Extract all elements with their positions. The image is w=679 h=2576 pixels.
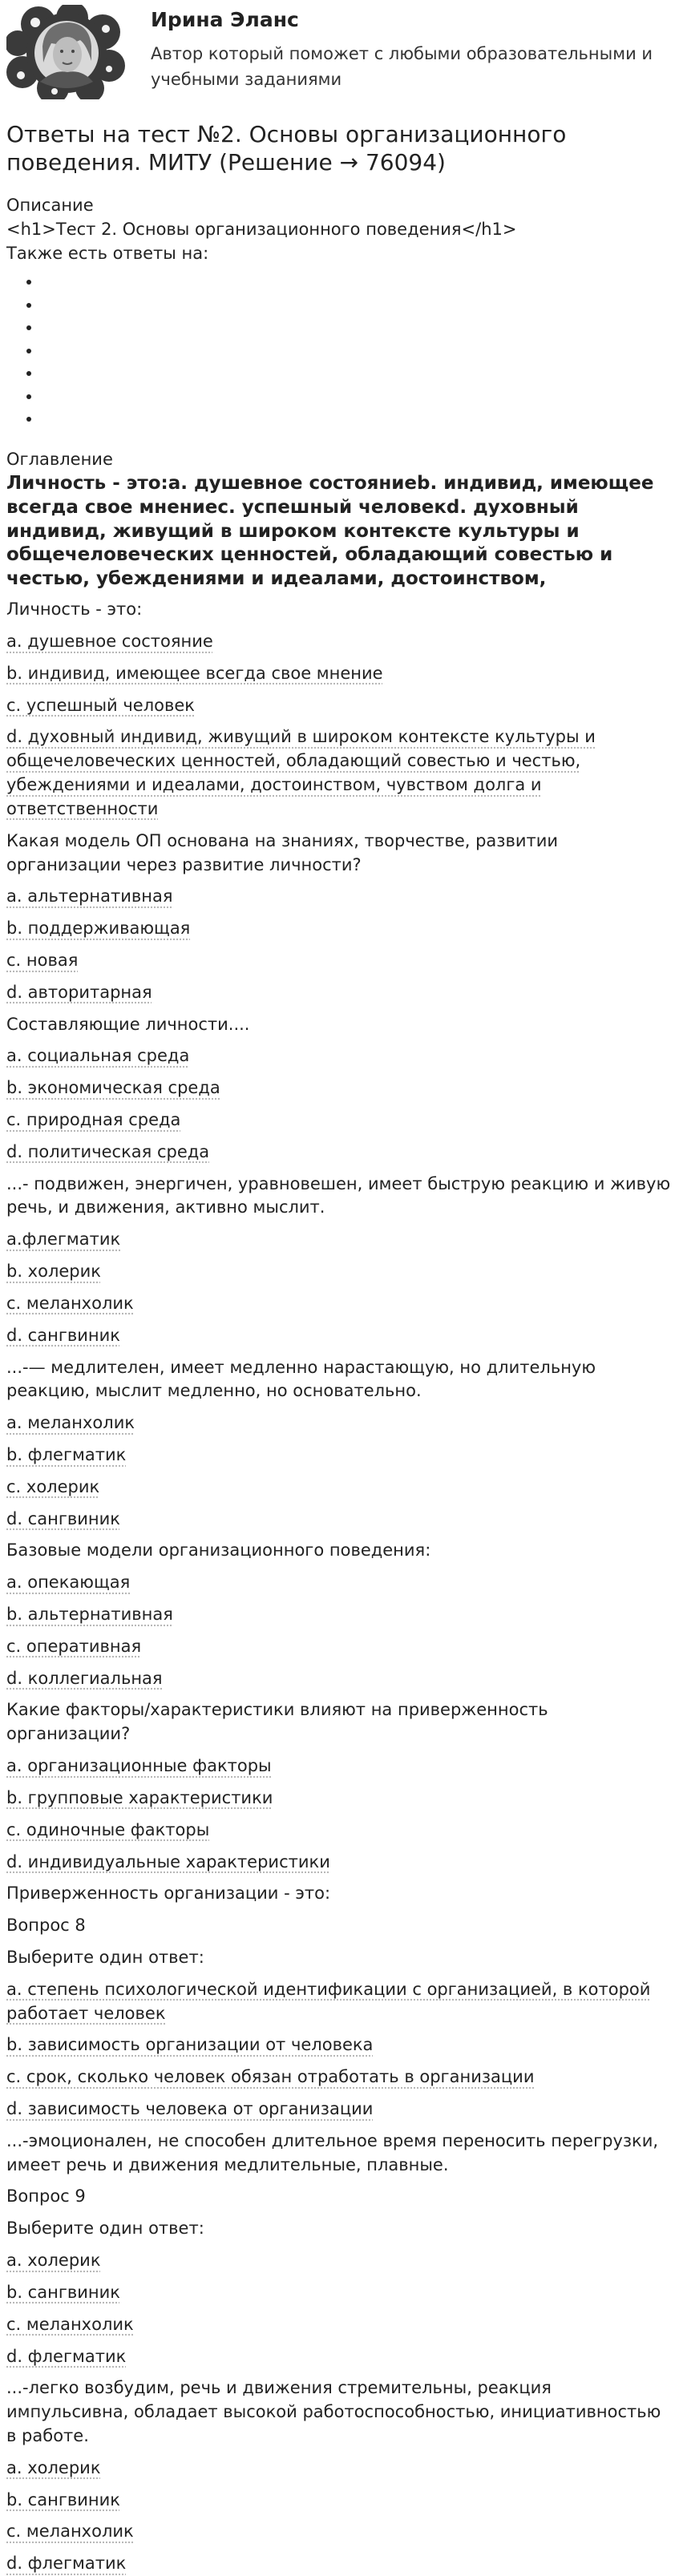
question-text xyxy=(6,598,673,622)
question-label: Базовые модели организационного поведения: xyxy=(6,1540,431,1561)
answer-label: d. духовный индивид, живущий в широком контексте культуры и общечеловеческих ценностей, обладающий совестью и честью, убеждениями и идеалами, достоинством, чувством долга и ответственности xyxy=(6,727,596,818)
question-label: Приверженность организации - это: xyxy=(6,1884,331,1904)
answer-label: d. сангвиник xyxy=(6,1508,120,1528)
question-label: ...- подвижен, энергичен, уравновешен, имеет быструю реакцию и живую речь, и движения, активно мыслит. xyxy=(6,1173,671,1217)
answer-option xyxy=(6,1260,673,1284)
question-text xyxy=(6,1882,673,1906)
also-list-item[interactable] xyxy=(42,316,673,339)
also-label: Также есть ответы на: xyxy=(6,243,209,263)
question-text xyxy=(6,1356,673,1404)
answer-label: с. меланхолик xyxy=(6,2521,134,2542)
answer-label: d. коллегиальная xyxy=(6,1668,163,1688)
answer-option xyxy=(6,1076,673,1100)
question-text xyxy=(6,2185,673,2209)
answer-option xyxy=(6,1443,673,1468)
also-list xyxy=(6,270,673,430)
question-label: Вопрос 8 xyxy=(6,1916,86,1936)
answer-option xyxy=(6,1292,673,1316)
answer-label: a. холерик xyxy=(6,2457,101,2477)
answer-option xyxy=(6,1819,673,1843)
question-text xyxy=(6,1173,673,1221)
answer-label: d. авторитарная xyxy=(6,982,152,1002)
answer-label: a. меланхолик xyxy=(6,1413,135,1433)
question-text xyxy=(6,1539,673,1563)
answer-option xyxy=(6,1108,673,1133)
answer-label: с. успешный человек xyxy=(6,695,195,715)
answer-option xyxy=(6,2345,673,2369)
answer-label: a. степень психологической идентификации с организацией, в которой работает человек xyxy=(6,1979,651,2023)
answer-label: d. флегматик xyxy=(6,2554,127,2574)
question-text xyxy=(6,1013,673,1037)
also-list-item[interactable] xyxy=(42,270,673,293)
question-label: Какие факторы/характеристики влияют на приверженность организации? xyxy=(6,1700,548,1744)
answer-option xyxy=(6,2249,673,2273)
answer-label: d. сангвиник xyxy=(6,1325,120,1345)
answer-label: a. опекающая xyxy=(6,1573,131,1593)
answer-label: с. меланхолик xyxy=(6,1293,134,1313)
answer-option xyxy=(6,981,673,1005)
answer-option xyxy=(6,1571,673,1595)
avatar[interactable] xyxy=(6,5,127,99)
answer-label: b. зависимость организации от человека xyxy=(6,2035,374,2055)
answer-label: b. экономическая среда xyxy=(6,1078,220,1098)
answer-option xyxy=(6,1754,673,1779)
question-text xyxy=(6,1946,673,1970)
author-info xyxy=(151,5,673,92)
answer-option xyxy=(6,2033,673,2057)
avatar-image xyxy=(6,5,127,99)
answer-label: b. сангвиник xyxy=(6,2282,120,2302)
answer-option xyxy=(6,2098,673,2122)
question-text xyxy=(6,830,673,878)
answer-option xyxy=(6,1603,673,1627)
answer-label: с. природная среда xyxy=(6,1110,181,1130)
description-label: Описание xyxy=(6,196,94,215)
answer-option xyxy=(6,2552,673,2576)
answer-label: b. индивид, имеющее всегда свое мнение xyxy=(6,663,383,683)
answer-label: с. холерик xyxy=(6,1476,100,1496)
also-list-item[interactable] xyxy=(42,407,673,430)
answer-label: a. социальная среда xyxy=(6,1046,190,1066)
answer-option xyxy=(6,2457,673,2481)
also-list-item[interactable] xyxy=(42,385,673,408)
answer-option xyxy=(6,1476,673,1500)
answer-option xyxy=(6,1667,673,1691)
also-list-item[interactable] xyxy=(42,293,673,317)
answer-option xyxy=(6,2313,673,2337)
question-label: Выберите один ответ: xyxy=(6,2219,204,2239)
question-text xyxy=(6,1914,673,1938)
answer-label: a. холерик xyxy=(6,2251,101,2271)
question-text xyxy=(6,2217,673,2241)
question-label: Составляющие личности.... xyxy=(6,1014,250,1034)
question-text xyxy=(6,2376,673,2448)
author-name[interactable]: Ирина Эланс xyxy=(151,8,299,31)
answer-option xyxy=(6,1978,673,2026)
answer-label: b. групповые характеристики xyxy=(6,1787,273,1807)
answer-label: a. душевное состояние xyxy=(6,632,213,652)
question-text xyxy=(6,2130,673,2178)
question-text xyxy=(6,1698,673,1746)
author-description: Автор который поможет с любыми образовательными и учебными заданиями xyxy=(151,44,653,89)
answer-option xyxy=(6,1787,673,1811)
answer-label: a.флегматик xyxy=(6,1229,121,1250)
answer-option xyxy=(6,1228,673,1252)
answer-option xyxy=(6,694,673,718)
answer-option xyxy=(6,1851,673,1875)
answer-option xyxy=(6,885,673,909)
answer-option xyxy=(6,2065,673,2089)
answer-label: a. альтернативная xyxy=(6,886,173,906)
toc-label: Оглавление xyxy=(6,449,113,469)
page-title: Ответы на тест №2. Основы организационного поведения. МИТУ (Решение → 76094) xyxy=(6,121,567,176)
answer-label: с. меланхолик xyxy=(6,2314,134,2334)
lead-heading: Личность - это:a. душевное состояниеb. индивид, имеющее всегда свое мнениес. успешный человекd. духовный индивид, живущий в широком контексте культуры и общечеловеческих ценностей, обладающий совестью и честью, убеждениями и идеалами, достоинством, xyxy=(6,472,654,590)
question-label: Личность - это: xyxy=(6,600,143,620)
answer-option xyxy=(6,1141,673,1165)
question-label: ...-легко возбудим, речь и движения стремительны, реакция импульсивна, обладает высокой работоспособностью, инициативностью в работе. xyxy=(6,2378,661,2445)
answer-label: с. одиночные факторы xyxy=(6,1819,210,1839)
answer-label: d. индивидуальные характеристики xyxy=(6,1851,330,1871)
question-label: ...-эмоционален, не способен длительное время переносить перегрузки, имеет речь и движения медлительные, плавные. xyxy=(6,2130,659,2174)
answer-option xyxy=(6,949,673,973)
answer-option xyxy=(6,1411,673,1435)
answer-label: d. флегматик xyxy=(6,2346,127,2366)
question-list xyxy=(6,598,673,2576)
answer-option xyxy=(6,2520,673,2544)
answer-option xyxy=(6,1324,673,1348)
answer-option xyxy=(6,917,673,941)
answer-label: с. новая xyxy=(6,950,79,970)
answer-label: a. организационные факторы xyxy=(6,1756,272,1776)
also-list-item[interactable] xyxy=(42,361,673,385)
answer-option xyxy=(6,1508,673,1532)
question-label: Выберите один ответ: xyxy=(6,1947,204,1967)
answer-option xyxy=(6,630,673,654)
answer-label: b. альтернативная xyxy=(6,1605,173,1625)
answer-option xyxy=(6,725,673,821)
answer-label: b. флегматик xyxy=(6,1444,127,1464)
answer-label: b. поддерживающая xyxy=(6,919,191,939)
also-list-item[interactable] xyxy=(42,339,673,362)
raw-heading-text: <h1>Тест 2. Основы организационного поведения</h1> xyxy=(6,219,517,239)
answer-option xyxy=(6,662,673,686)
answer-option xyxy=(6,1635,673,1659)
answer-label: d. зависимость человека от организации xyxy=(6,2099,374,2119)
answer-label: с. срок, сколько человек обязан отработать в организации xyxy=(6,2067,535,2087)
author-card xyxy=(6,0,673,109)
answer-label: b. сангвиник xyxy=(6,2489,120,2509)
question-label: Вопрос 9 xyxy=(6,2186,86,2207)
answer-label: b. холерик xyxy=(6,1262,101,1282)
question-label: ...-— медлителен, имеет медленно нарастающую, но длительную реакцию, мыслит медленно, но основательно. xyxy=(6,1357,596,1401)
answer-option xyxy=(6,2489,673,2513)
answer-option xyxy=(6,1044,673,1068)
answer-option xyxy=(6,2281,673,2305)
answer-label: d. политическая среда xyxy=(6,1141,210,1161)
answer-label: с. оперативная xyxy=(6,1636,142,1656)
question-label: Какая модель ОП основана на знаниях, творчестве, развитии организации через развитие личности? xyxy=(6,830,559,874)
